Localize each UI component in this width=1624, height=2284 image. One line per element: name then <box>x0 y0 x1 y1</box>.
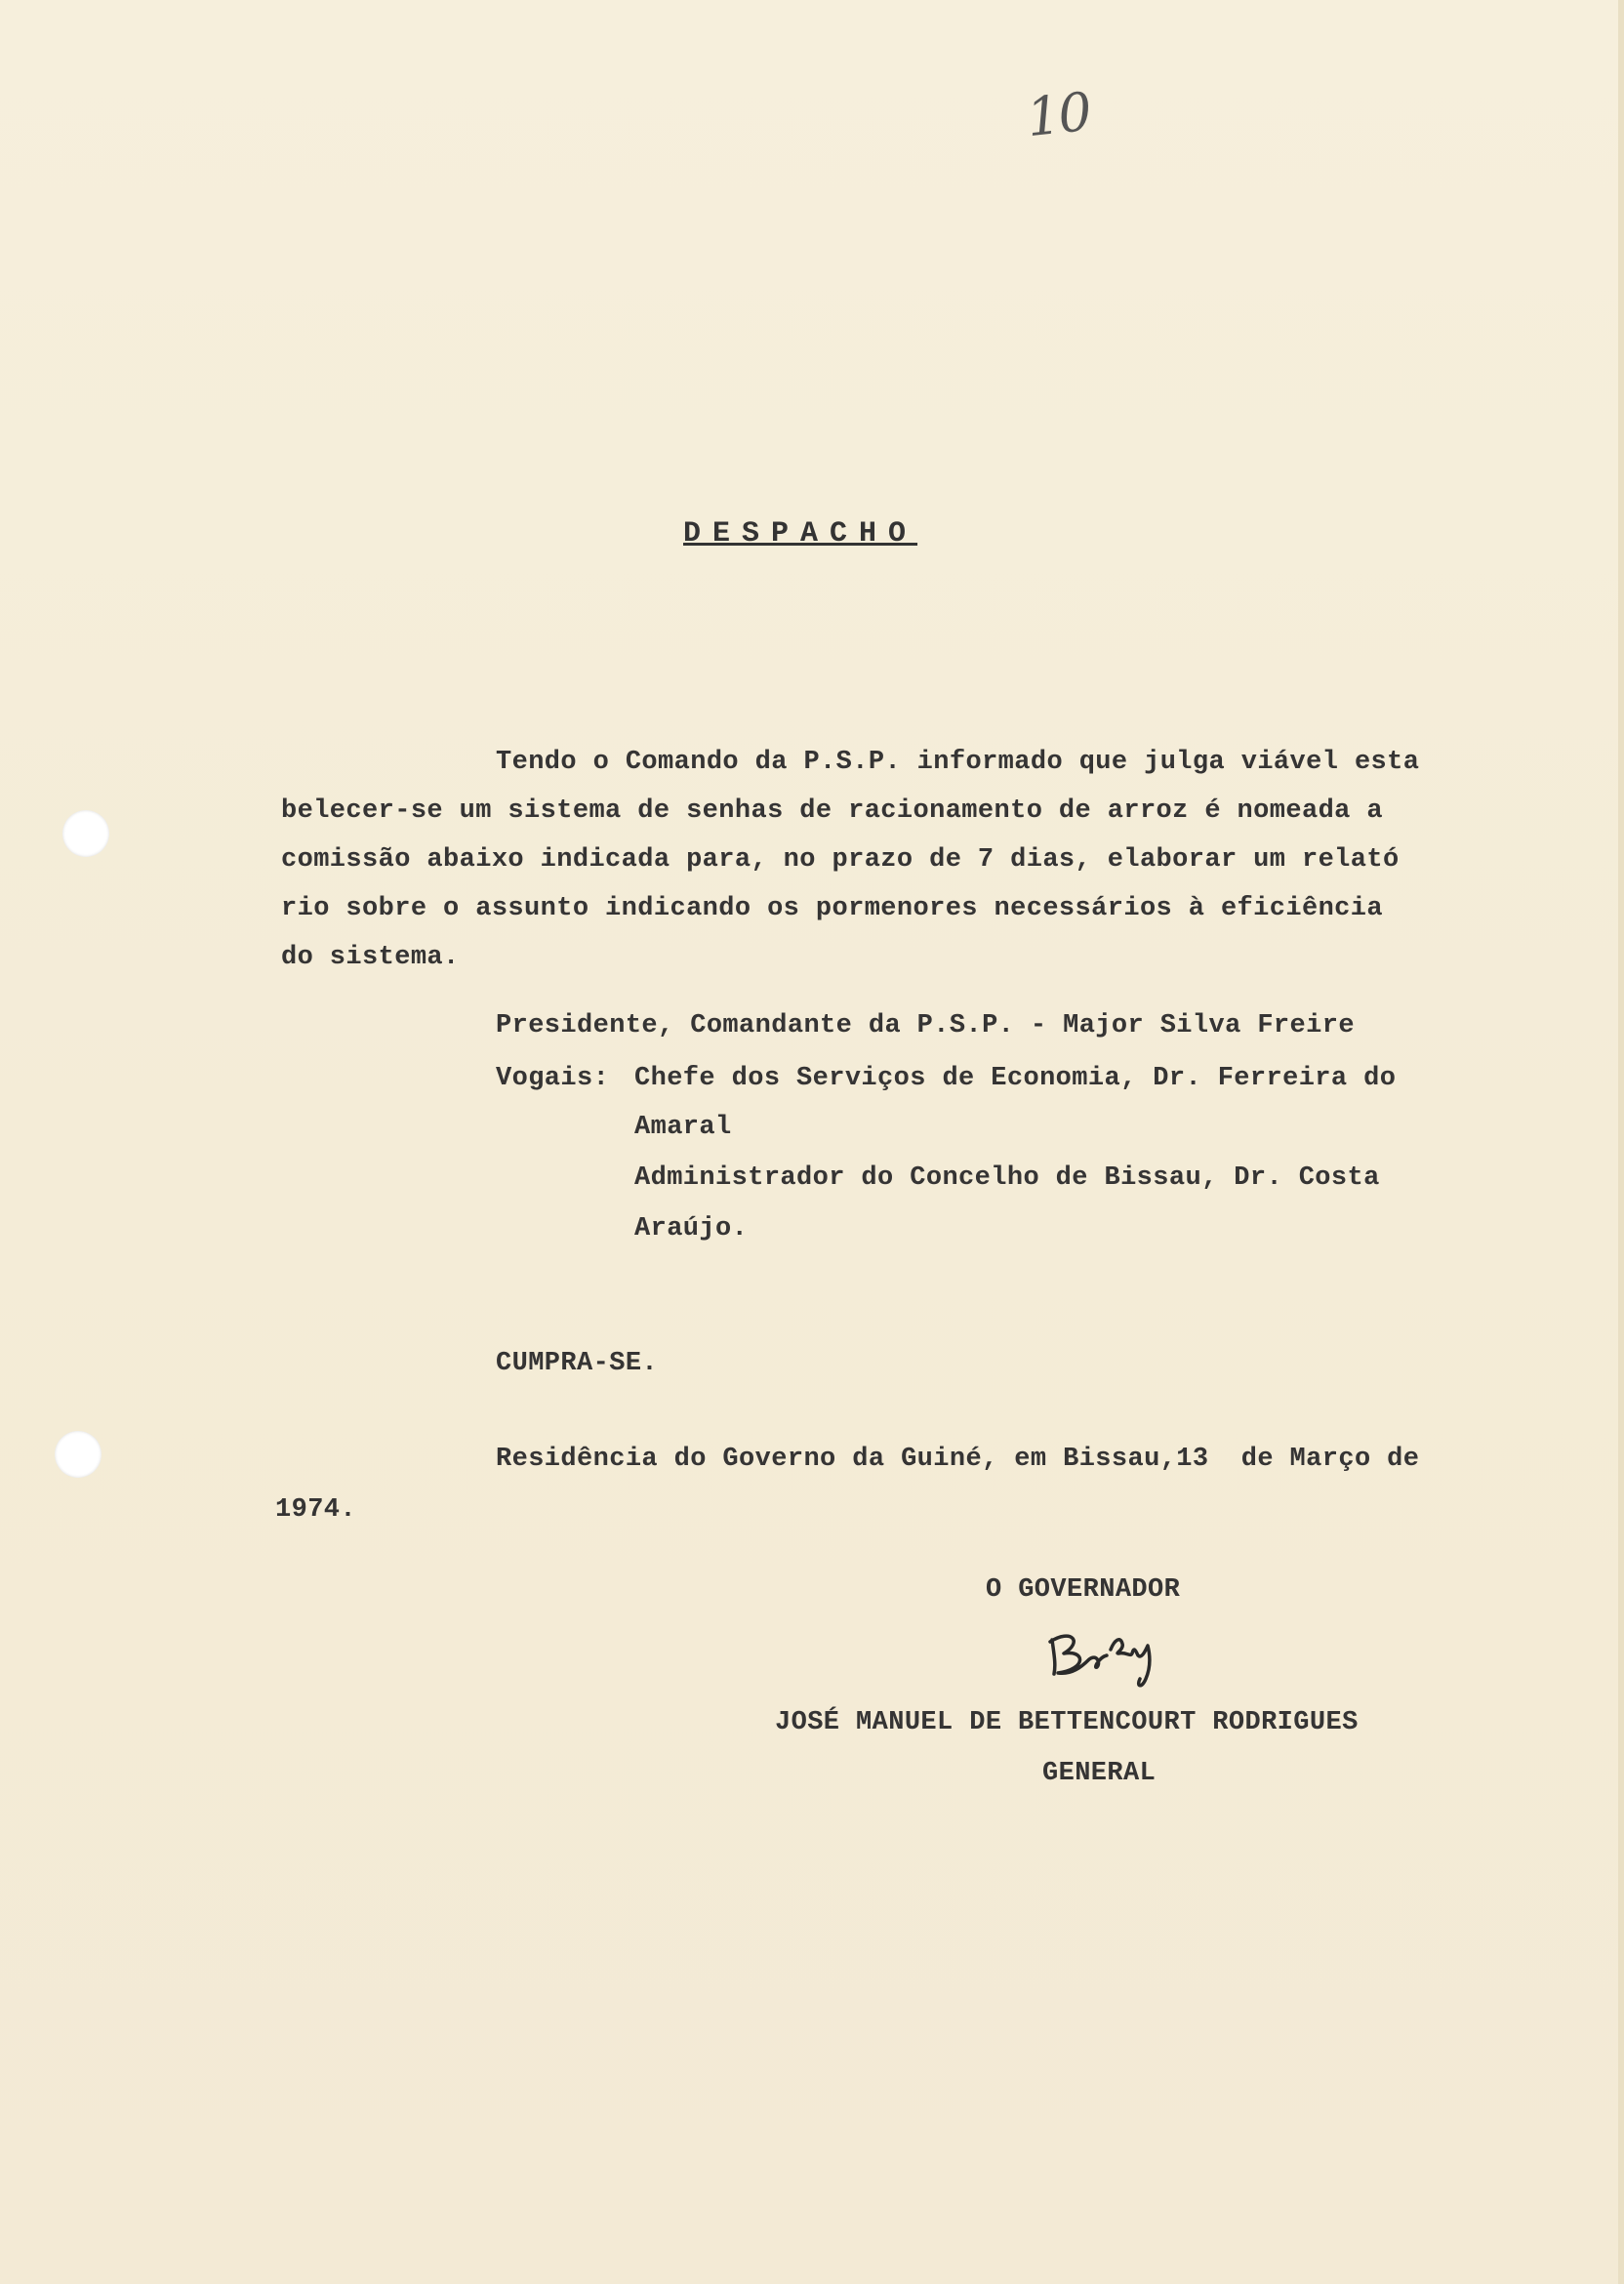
handwritten-page-number: 10 <box>1023 80 1093 149</box>
body-line: do sistema. <box>281 943 460 972</box>
signatory-title: O GOVERNADOR <box>986 1575 1181 1605</box>
commission-vogal-2: Administrador do Concelho de Bissau, Dr. Costa <box>634 1163 1380 1193</box>
punch-hole-top <box>62 810 109 857</box>
commission-vogais-label: Vogais: <box>496 1064 610 1093</box>
place-date: Residência do Governo da Guiné, em Bissau,13 de Março de <box>496 1445 1420 1474</box>
signatory-name: JOSÉ MANUEL DE BETTENCOURT RODRIGUES <box>775 1708 1359 1737</box>
commission-vogal-1: Chefe dos Serviços de Economia, Dr. Ferreira do <box>634 1064 1397 1093</box>
handwritten-signature <box>1042 1611 1189 1708</box>
body-line: rio sobre o assunto indicando os pormenores necessários à eficiência <box>281 894 1383 923</box>
order-text: CUMPRA-SE. <box>496 1349 659 1378</box>
signatory-rank: GENERAL <box>1042 1759 1157 1788</box>
body-line: comissão abaixo indicada para, no prazo de 7 dias, elaborar um relató <box>281 845 1400 875</box>
commission-president: Presidente, Comandante da P.S.P. - Major Silva Freire <box>496 1011 1355 1040</box>
body-line: Tendo o Comando da P.S.P. informado que julga viável esta <box>496 748 1420 777</box>
commission-vogal-1-cont: Amaral <box>634 1113 732 1142</box>
commission-vogal-2-cont: Araújo. <box>634 1214 749 1244</box>
document-title: DESPACHO <box>683 517 918 551</box>
body-line: belecer-se um sistema de senhas de racionamento de arroz é nomeada a <box>281 796 1383 826</box>
punch-hole-bottom <box>55 1431 102 1478</box>
page-edge <box>1618 0 1624 2284</box>
place-date-year: 1974. <box>275 1495 357 1525</box>
